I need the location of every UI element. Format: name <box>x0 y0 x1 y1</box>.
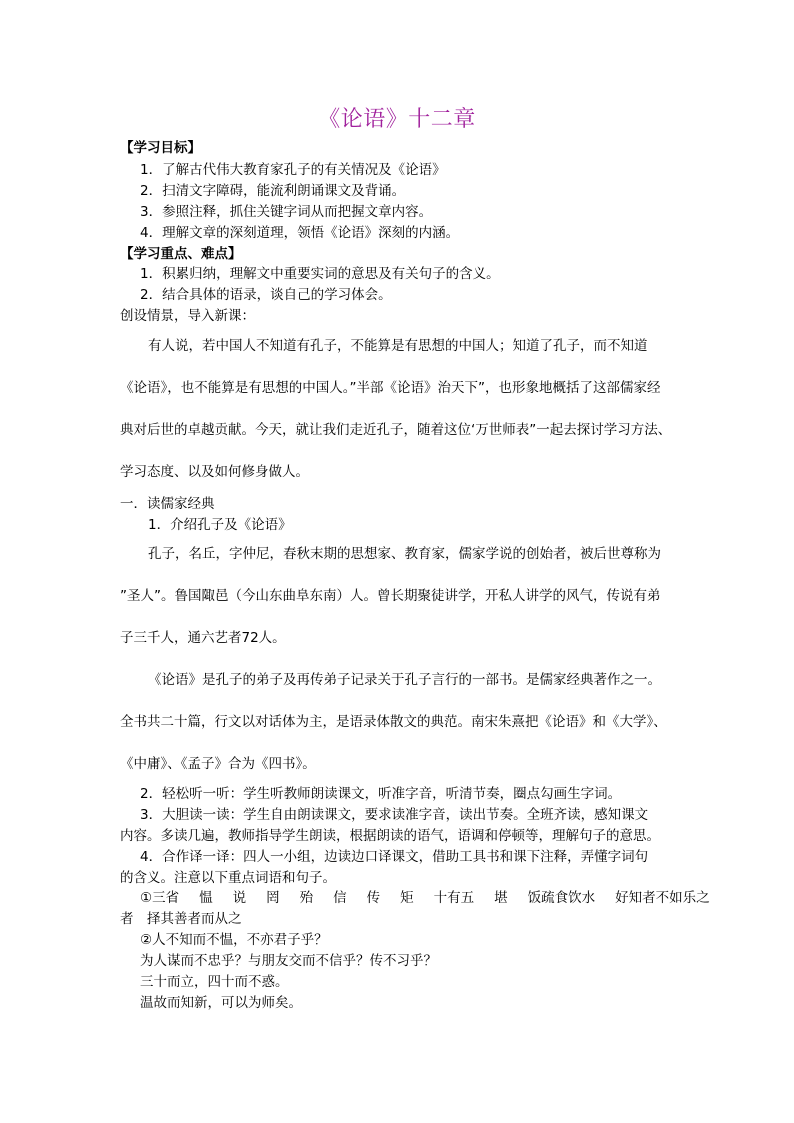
vocab-list <box>140 889 730 907</box>
intro-line: 有人说，若中国人不知道有孔子，不能算是有思想的中国人；知道了孔子，而不知道 <box>148 338 648 354</box>
confucius-line: 子三千人，通六艺者72人。 <box>120 630 286 646</box>
lunyu-line: 《中庸》、《孟子》合为《四书》。 <box>120 756 316 772</box>
step-line: 2．轻松听一听：学生听教师朗读课文，听准字音，听清节奏，圈点勾画生字词。 <box>140 786 622 802</box>
intro-line: 典对后世的卓越贡献。今天，就让我们走近孔子，随着这位‘万世师表”一起去探讨学习方法、 <box>120 422 672 438</box>
vocab-word: 好知者不如乐之 <box>615 890 710 906</box>
subsection-heading: 1．介绍孔子及《论语》 <box>148 517 292 533</box>
sentence-line: 温故而知新，可以为师矣。 <box>140 995 302 1011</box>
vocab-word: 十有五 <box>433 890 475 906</box>
step-line: 的含义。注意以下重点词语和句子。 <box>120 870 336 886</box>
intro-heading: 创设情景，导入新课： <box>120 308 255 324</box>
vocab-word: 传 <box>366 890 381 906</box>
vocab-word: 饭疏食饮水 <box>527 890 596 906</box>
vocab-word: 罔 <box>266 890 280 906</box>
intro-line: 学习态度、以及如何修身做人。 <box>120 464 309 480</box>
objectives-heading: 【学习目标】 <box>120 140 201 156</box>
document-title: 《论语》十二章 <box>318 107 476 132</box>
objective-item: 4．理解文章的深刻道理，领悟《论语》深刻的内涵。 <box>140 225 460 241</box>
vocab-line-continued: 者 择其善者而从之 <box>120 911 242 927</box>
vocab-word: 矩 <box>400 890 414 906</box>
vocab-marker: ① <box>140 890 153 906</box>
vocab-word: 堪 <box>494 890 508 906</box>
confucius-line: 孔子，名丘，字仲尼，春秋末期的思想家、教育家，儒家学说的创始者，被后世尊称为 <box>148 546 661 562</box>
focus-item: 2．结合具体的语录，谈自己的学习体会。 <box>140 287 392 303</box>
section-heading: 一．读儒家经典 <box>120 496 215 512</box>
vocab-word: 三省 <box>152 890 180 906</box>
vocab-word: 殆 <box>299 890 314 906</box>
vocab-words <box>152 889 730 907</box>
step-line: 3．大胆读一读：学生自由朗读课文，要求读准字音，读出节奏。全班齐读，感知课文 <box>140 807 649 823</box>
focus-heading: 【学习重点、难点】 <box>120 246 242 262</box>
lunyu-line: 《论语》是孔子的弟子及再传弟子记录关于孔子言行的一部书。是儒家经典著作之一。 <box>148 672 661 688</box>
objective-item: 2．扫清文字障碍，能流利朗诵课文及背诵。 <box>140 183 406 199</box>
sentence-line: 三十而立，四十而不惑。 <box>140 974 289 990</box>
vocab-word: 信 <box>333 890 347 906</box>
focus-item: 1．积累归纳，理解文中重要实词的意思及有关句子的含义。 <box>140 266 500 282</box>
step-line: 4．合作译一译：四人一小组，边读边口译课文，借助工具书和课下注释，弄懂字词句 <box>140 849 649 865</box>
intro-line: 《论语》，也不能算是有思想的中国人。”半部《论语》治天下”，也形象地概括了这部儒家经 <box>120 380 661 396</box>
vocab-word: 说 <box>232 890 247 906</box>
sentence-line: ②人不知而不愠，不亦君子乎？ <box>140 932 328 948</box>
confucius-line: ”圣人”。鲁国陬邑（今山东曲阜东南）人。曾长期聚徒讲学，开私人讲学的风气，传说有弟 <box>120 588 661 604</box>
sentence-line: 为人谋而不忠乎？与朋友交而不信乎？传不习乎？ <box>140 953 437 969</box>
objective-item: 1．了解古代伟大教育家孔子的有关情况及《论语》 <box>140 162 446 178</box>
objective-item: 3．参照注释，抓住关键字词从而把握文章内容。 <box>140 204 433 220</box>
lunyu-line: 全书共二十篇，行文以对话体为主，是语录体散文的典范。南宋朱熹把《论语》和《大学》、 <box>120 714 667 730</box>
step-line: 内容。多读几遍，教师指导学生朗读，根据朗读的语气，语调和停顿等，理解句子的意思。 <box>120 828 660 844</box>
vocab-word: 愠 <box>199 890 213 906</box>
